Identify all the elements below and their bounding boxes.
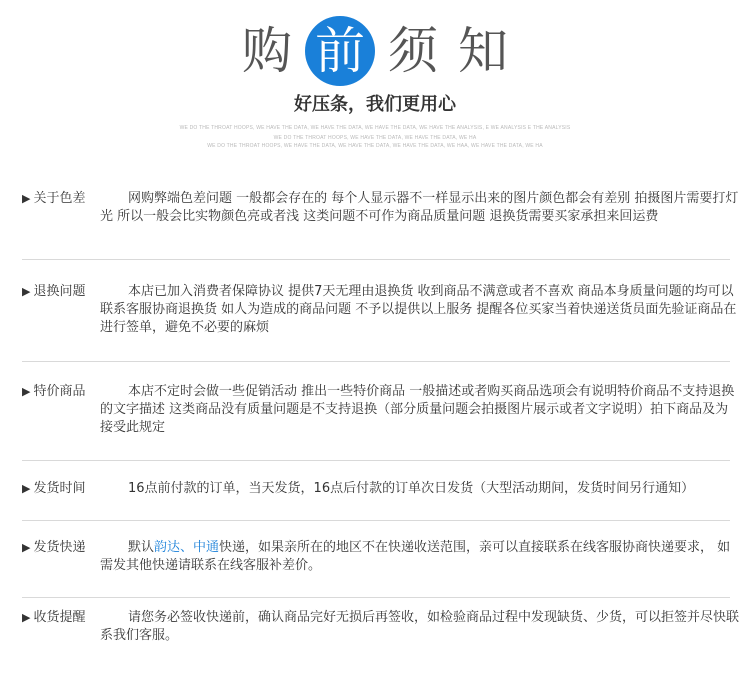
section-color-difference	[22, 190, 740, 226]
triangle-right-icon: ▶	[22, 611, 31, 624]
title-char-4: 知	[458, 22, 508, 80]
section-label	[22, 609, 100, 627]
fine-print-line-3: WE DO THE THROAT HOOPS, WE HAVE THE DATA, WE HAVE THE DATA, WE HAVE THE DATA, WE HAA, WE HAVE THE DATA, WE HA	[207, 143, 543, 149]
section-text: 网购弊端色差问题 一般都会存在的 每个人显示器不一样显示出来的图片颜色都会有差别 拍摄图片需要打灯光 所以一般会比实物颜色亮或者浅 这类问题不可作为商品质量问题 退换货需要买家承担来回运费	[100, 191, 739, 224]
fine-print-line-2: WE DO THE THROAT HOOPS, WE HAVE THE DATA, WE HAVE THE DATA, WE HA	[273, 135, 477, 141]
section-text: 请您务必签收快递前，确认商品完好无损后再签收，如检验商品过程中发现缺货、少货，可以拒签并尽快联系我们客服。	[100, 610, 740, 643]
divider	[22, 597, 730, 598]
triangle-right-icon: ▶	[22, 385, 31, 398]
triangle-right-icon: ▶	[22, 285, 31, 298]
section-text	[100, 539, 740, 575]
section-label-text: 特价商品	[33, 384, 86, 399]
divider	[22, 361, 730, 362]
section-label-text: 关于色差	[33, 191, 86, 206]
section-label	[22, 480, 100, 498]
title-char-highlight: 前	[305, 16, 375, 86]
section-text: 本店已加入消费者保障协议 提供7天无理由退换货 收到商品不满意或者不喜欢 商品本身质量问题的均可以联系客服协商退换货 如人为造成的商品问题 不予以提供以上服务 提醒各位买家当着快递送货员面先验证商品在进行签单，避免不必要的麻烦	[100, 284, 737, 335]
section-label-text: 退换问题	[33, 284, 86, 299]
section-label	[22, 283, 100, 301]
section-shipping-time	[22, 480, 740, 498]
triangle-right-icon: ▶	[22, 192, 31, 205]
page-subtitle: 好压条，我们更用心	[294, 94, 456, 115]
section-label	[22, 539, 100, 557]
divider	[22, 460, 730, 461]
courier-highlight: 韵达、中通	[154, 540, 220, 555]
page-title	[0, 12, 750, 90]
section-text: 16点前付款的订单，当天发货，16点后付款的订单次日发货（大型活动期间，发货时间另行通知）	[128, 481, 695, 496]
title-char-1: 购	[242, 22, 292, 80]
section-receipt-reminder	[22, 609, 740, 645]
triangle-right-icon: ▶	[22, 482, 31, 495]
section-label	[22, 190, 100, 208]
divider	[22, 259, 730, 260]
section-label-text: 收货提醒	[33, 610, 86, 625]
title-char-3: 须	[388, 22, 438, 80]
section-text: 本店不定时会做一些促销活动 推出一些特价商品 一般描述或者购买商品选项会有说明特价商品不支持退换的文字描述 这类商品没有质量问题是不支持退换（部分质量问题会拍摄图片展示或者文字说明）拍下商品及为接受此规定	[100, 384, 735, 435]
section-label-text: 发货快递	[33, 540, 86, 555]
section-text-post: 快递，如果亲所在的地区不在快递收送范围，亲可以直接联系在线客服协商快递要求， 如需发其他快递请联系在线客服补差价。	[100, 540, 731, 573]
divider	[22, 520, 730, 521]
triangle-right-icon: ▶	[22, 541, 31, 554]
section-label	[22, 383, 100, 401]
section-courier	[22, 539, 740, 575]
section-label-text: 发货时间	[33, 481, 86, 496]
section-text-pre: 默认	[128, 540, 155, 555]
fine-print-line-1: WE DO THE THROAT HOOPS, WE HAVE THE DATA, WE HAVE THE DATA, WE HAVE THE DATA, WE HAVE THE ANALYSIS, E WE ANALYSIS E THE ANALYSIS	[179, 125, 571, 131]
section-special-price	[22, 383, 740, 437]
section-returns	[22, 283, 740, 337]
